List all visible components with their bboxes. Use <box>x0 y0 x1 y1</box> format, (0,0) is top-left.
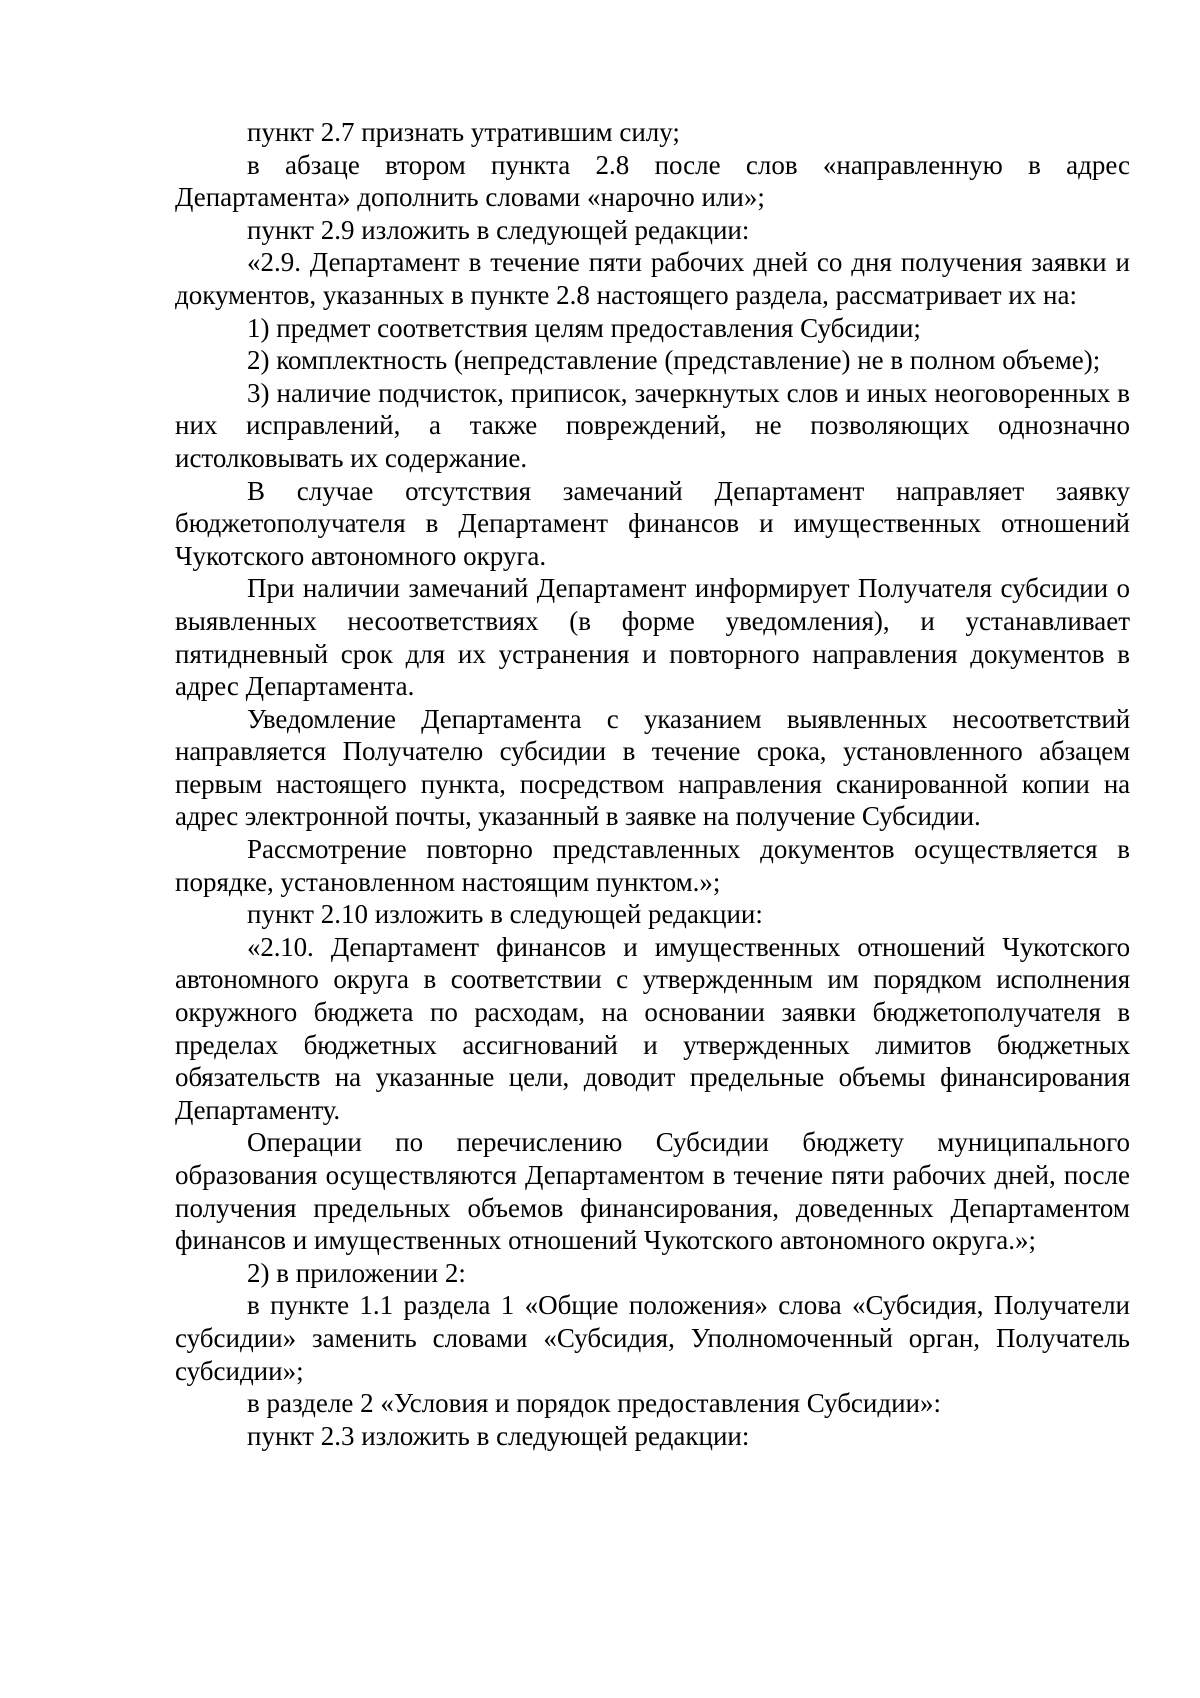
paragraph: «2.10. Департамент финансов и имущественных отношений Чукотского автономного округа в соответствии с утвержденным им порядком исполнения окружного бюджета по расходам, на основании заявки бюджетополучателя в пределах бюджетных ассигнований и утвержденных лимитов бюджетных обязательств на указанные цели, доводит предельные объемы финансирования Департаменту. <box>175 931 1130 1125</box>
paragraph: 3) наличие подчисток, приписок, зачеркнутых слов и иных неоговоренных в них исправлений, а также повреждений, не позволяющих однозначно истолковывать их содержание. <box>175 377 1130 473</box>
paragraph: «2.9. Департамент в течение пяти рабочих дней со дня получения заявки и документов, указанных в пункте 2.8 настоящего раздела, рассматривает их на: <box>175 247 1130 310</box>
paragraph: пункт 2.9 изложить в следующей редакции: <box>247 214 750 245</box>
paragraph: 2) в приложении 2: <box>247 1257 466 1288</box>
paragraph: Операции по перечислению Субсидии бюджету муниципального образования осуществляются Департаментом в течение пяти рабочих дней, после получения предельных объемов финансирования, доведенных Департаментом финансов и имущественных отношений Чукотского автономного округа.»; <box>175 1127 1130 1256</box>
paragraph: пункт 2.7 признать утратившим силу; <box>247 117 680 147</box>
paragraph: в разделе 2 «Условия и порядок предоставления Субсидии»: <box>247 1388 941 1419</box>
paragraph: Рассмотрение повторно представленных документов осуществляется в порядке, установленном настоящим пунктом.»; <box>175 834 1130 897</box>
paragraph: При наличии замечаний Департамент информирует Получателя субсидии о выявленных несоответствиях (в форме уведомления), и устанавливает пятидневный срок для их устранения и повторного направления документов в адрес Департамента. <box>175 573 1130 702</box>
paragraph: 2) комплектность (непредставление (представление) не в полном объеме); <box>247 345 1101 376</box>
paragraph: пункт 2.10 изложить в следующей редакции: <box>247 899 763 930</box>
document-body <box>175 116 1130 1452</box>
paragraph: В случае отсутствия замечаний Департамент направляет заявку бюджетополучателя в Департамент финансов и имущественных отношений Чукотского автономного округа. <box>175 475 1130 571</box>
paragraph: в пункте 1.1 раздела 1 «Общие положения» слова «Субсидия, Получатели субсидии» заменить словами «Субсидия, Уполномоченный орган, Получатель субсидии»; <box>175 1290 1130 1386</box>
paragraph: в абзаце втором пункта 2.8 после слов «направленную в адрес Департамента» дополнить словами «нарочно или»; <box>175 149 1130 213</box>
paragraph: Уведомление Департамента с указанием выявленных несоответствий направляется Получателю субсидии в течение срока, установленного абзацем первым настоящего пункта, посредством направления сканированной копии на адрес электронной почты, указанный в заявке на получение Субсидии. <box>175 703 1130 832</box>
paragraph: пункт 2.3 изложить в следующей редакции: <box>247 1420 750 1451</box>
paragraph: 1) предмет соответствия целям предоставления Субсидии; <box>247 312 921 343</box>
